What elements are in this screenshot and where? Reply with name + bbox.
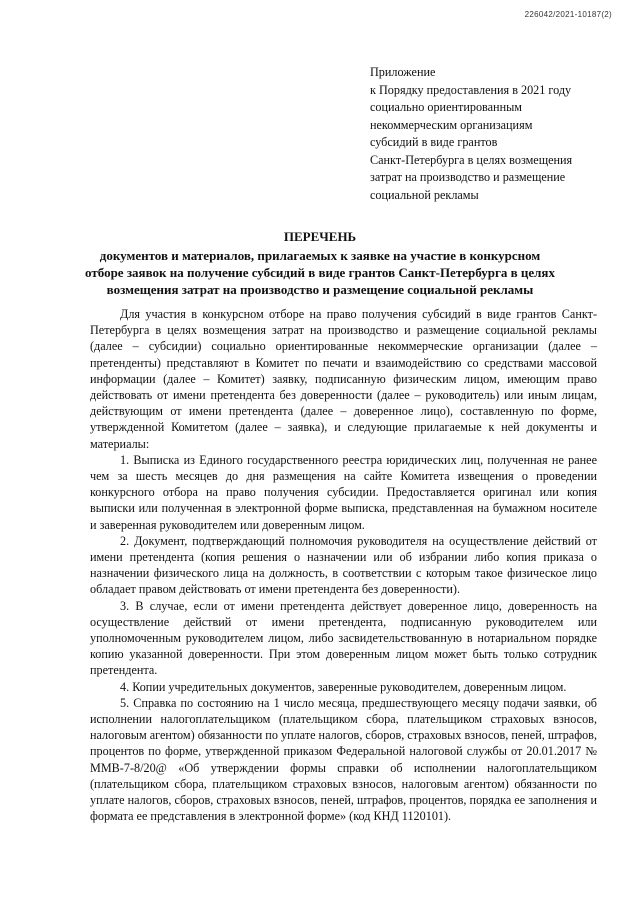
title-subtitle: документов и материалов, прилагаемых к заявке на участие в конкурсном отборе заявок на получение субсидий в виде грантов Санкт-Петербурга в целях возмещения затрат на производство и размещение социальной рекламы: [85, 248, 555, 297]
list-item-5: 5. Справка по состоянию на 1 число месяца, предшествующего месяцу подачи заявки, об исполнении налогоплательщиком (плательщиком сбора, плательщиком страховых взносов, налоговым агентом) обязанности по уплате налогов, сборов, страховых взносов, пеней, штрафов, процентов по форме, утвержденной приказом Федеральной налоговой службы от 20.01.2017 № ММВ-7-8/20@ «Об утверждении формы справки об исполнении налогоплательщиком (плательщиком сбора, плательщиком страховых взносов, налоговым агентом) обязанности по уплате налогов, сборов, страховых взносов, пеней, штрафов, процентов, порядка ее заполнения и формата ее представления в электронной форме» (код КНД 1120101).: [90, 695, 597, 824]
appendix-line: социальной рекламы: [370, 187, 479, 202]
list-item-1: 1. Выписка из Единого государственного реестра юридических лиц, полученная не ранее чем за шесть месяцев до дня размещения на сайте Комитета извещения о проведении конкурсного отбора на право получения субсидии. Предоставляется оригинал или копия выписки или полученная в электронной форме выписка, представленная на бумажном носителе и заверенная руководителем или доверенным лицом.: [90, 452, 597, 532]
appendix-line: Санкт-Петербурга в целях возмещения: [370, 152, 573, 167]
list-item-2: 2. Документ, подтверждающий полномочия руководителя на осуществление действий от имени претендента (копия решения о назначении или об избрании либо копия приказа о назначении физического лица на должность, в соответствии с которым такое физическое лицо обладает правом действовать от имени претендента без доверенности).: [90, 533, 597, 597]
appendix-line: затрат на производство и размещение: [370, 170, 566, 184]
document-number: 226042/2021-10187(2): [524, 10, 612, 19]
document-title: [80, 228, 560, 298]
appendix-line: социально ориентированным: [370, 100, 522, 114]
appendix-line: некоммерческим организациям: [370, 117, 533, 132]
list-item-4: 4. Копии учредительных документов, заверенные руководителем, доверенным лицом.: [120, 679, 567, 694]
appendix-line: субсидий в виде грантов: [370, 135, 498, 149]
title-main: ПЕРЕЧЕНЬ: [283, 229, 357, 244]
intro-paragraph: Для участия в конкурсном отборе на право получения субсидий в виде грантов Санкт-Петербурга в целях возмещения затрат на производство и размещение социальной рекламы (далее – субсидии) социально ориентированные некоммерческие организации (далее – претенденты) представляют в Комитет по печати и взаимодействию со средствами массовой информации (далее – Комитет) заявку, подписанную физическим лицом, имеющим право действовать от имени претендента без доверенности (далее – руководитель) или иным лицам, действующим от имени претендента (далее – доверенное лицо), составленную по форме, утвержденной Комитетом (далее – заявка), и следующие прилагаемые к ней документы и материалы:: [90, 307, 597, 451]
appendix-line: к Порядку предоставления в 2021 году: [370, 82, 572, 97]
list-item-3: 3. В случае, если от имени претендента действует доверенное лицо, доверенность на осуществление действий от имени претендента, подписанную руководителем или уполномоченным руководителем лицом, либо засвидетельствованную в нотариальном порядке копию указанной доверенности. При этом доверенным лицом может быть только сотрудник претендента.: [90, 598, 597, 678]
appendix-block: [370, 64, 610, 204]
document-body: [90, 306, 597, 825]
appendix-line: Приложение: [370, 65, 436, 79]
